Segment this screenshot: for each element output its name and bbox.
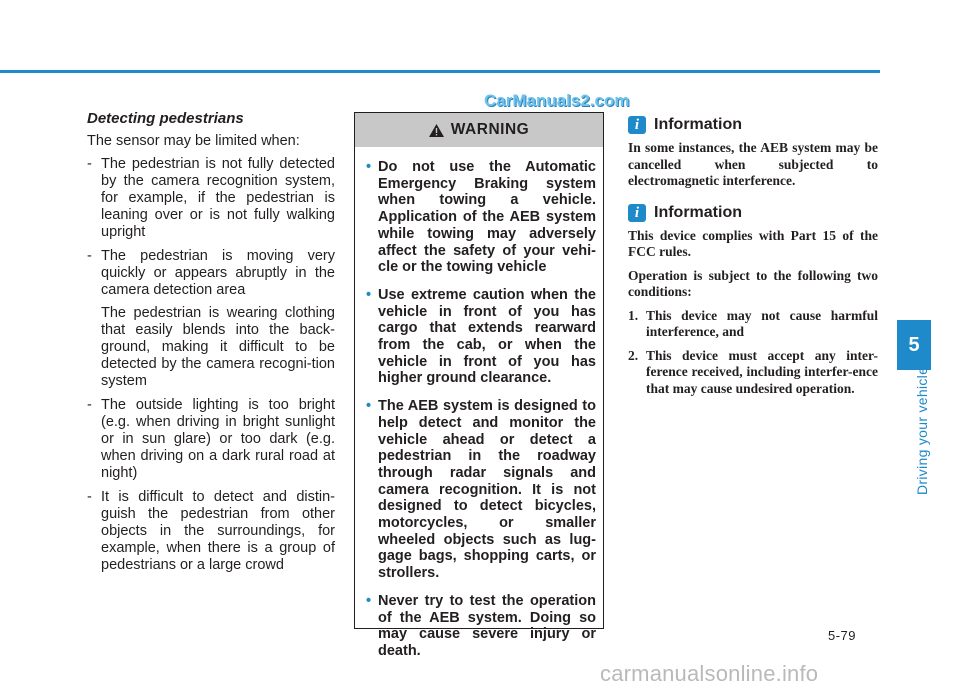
- info-heading: [628, 204, 878, 222]
- warning-item-text: The AEB system is designed to help detect and monitor the vehicle ahead or detect a pedestrian in the roadway through radar signals and camera recognition. It is not designed to detect bicycles, motorcycles, or smaller wheeled objects such as lug-gage bags, shopping carts, or strollers.: [378, 398, 596, 582]
- list-item: [628, 348, 878, 398]
- info-title: Information: [654, 116, 742, 133]
- list-item-text: This device must accept any inter-ference received, including interfer-ence that may cause undesired operation.: [646, 347, 878, 396]
- warning-item: [366, 287, 596, 387]
- warning-label: WARNING: [450, 121, 530, 138]
- dash-marker: -: [87, 489, 92, 505]
- info-icon: i: [628, 204, 646, 222]
- bullet-icon: •: [366, 592, 372, 609]
- section-title: Detecting pedestrians: [87, 110, 244, 127]
- list-item-text: The pedestrian is moving very quickly or appears abruptly in the camera detection area: [101, 248, 335, 298]
- warning-item-text: Use extreme caution when the vehicle in front of you has cargo that extends rearward from the cab, or when the vehicle in front of you has higher ground clearance.: [378, 286, 596, 387]
- list-item-text: The outside lighting is too bright (e.g. when driving in bright sunlight or in sun glare) or too dark (e.g. when driving on a dark rural road at night): [101, 397, 335, 481]
- info-title: Information: [654, 203, 742, 221]
- dash-marker: -: [87, 397, 92, 413]
- warning-box: [354, 112, 604, 659]
- bullet-icon: •: [366, 286, 372, 303]
- warning-item-text: Never try to test the operation of the AEB system. Doing so may cause severe injury or death.: [378, 592, 596, 659]
- bullet-icon: •: [366, 159, 372, 175]
- warning-item: [366, 398, 596, 582]
- list-item-text: This device may not cause harmful interference, and: [646, 307, 878, 339]
- info-paragraph: In some instances, the AEB system may be cancelled when subjected to electromagnetic interference.: [628, 140, 878, 188]
- right-column: [628, 116, 878, 404]
- warning-item-text: Do not use the Automatic Emergency Braking system when towing a vehicle. Application of the AEB system while towing may adversely affect the safety of your vehi-cle or the towing vehicle: [378, 159, 596, 276]
- header-rule: [0, 70, 880, 73]
- list-item-subtext: The pedestrian is wearing clothing that easily blends into the back-ground, making it difficult to be detected by the camera recogni-tion system: [101, 305, 335, 389]
- list-item: [87, 156, 335, 241]
- warning-header: [355, 113, 603, 147]
- list-item-text: It is difficult to detect and distin-guish the pedestrian from other objects in the surroundings, for example, when there is a group of pedestrians or a large crowd: [101, 489, 335, 573]
- info-paragraph: This device complies with Part 15 of the FCC rules.: [628, 227, 878, 259]
- intro-text: The sensor may be limited when:: [87, 133, 300, 149]
- dash-marker: -: [87, 156, 92, 172]
- list-number: 2.: [628, 347, 639, 363]
- watermark-text[interactable]: CarManuals2.com: [484, 91, 630, 110]
- chapter-label: Driving your vehicle: [914, 366, 930, 495]
- chapter-tab[interactable]: 5: [897, 320, 931, 370]
- warning-triangle-icon: [429, 124, 444, 137]
- page-number: 5-79: [828, 628, 857, 643]
- list-item: [87, 489, 335, 574]
- bullet-icon: •: [366, 398, 372, 415]
- list-item: [87, 248, 335, 390]
- warning-list: [355, 147, 603, 660]
- conditions-list: [628, 308, 878, 398]
- warning-item: [366, 159, 596, 276]
- limitations-list: [87, 156, 335, 574]
- info-paragraph: Operation is subject to the following two conditions:: [628, 267, 878, 299]
- left-column: [87, 110, 335, 581]
- list-number: 1.: [628, 307, 639, 323]
- footer-watermark[interactable]: carmanualsonline.info: [600, 661, 819, 686]
- info-heading: [628, 116, 878, 134]
- list-item: [628, 308, 878, 341]
- list-item-text: The pedestrian is not fully detected by the camera recognition system, for example, if the pedestrian is leaning over or is not fully walking upright: [101, 156, 335, 240]
- info-block: [628, 116, 878, 190]
- dash-marker: -: [87, 248, 92, 264]
- info-icon: i: [628, 116, 646, 134]
- warning-item: [366, 593, 596, 660]
- info-block: [628, 204, 878, 398]
- list-item: [87, 397, 335, 482]
